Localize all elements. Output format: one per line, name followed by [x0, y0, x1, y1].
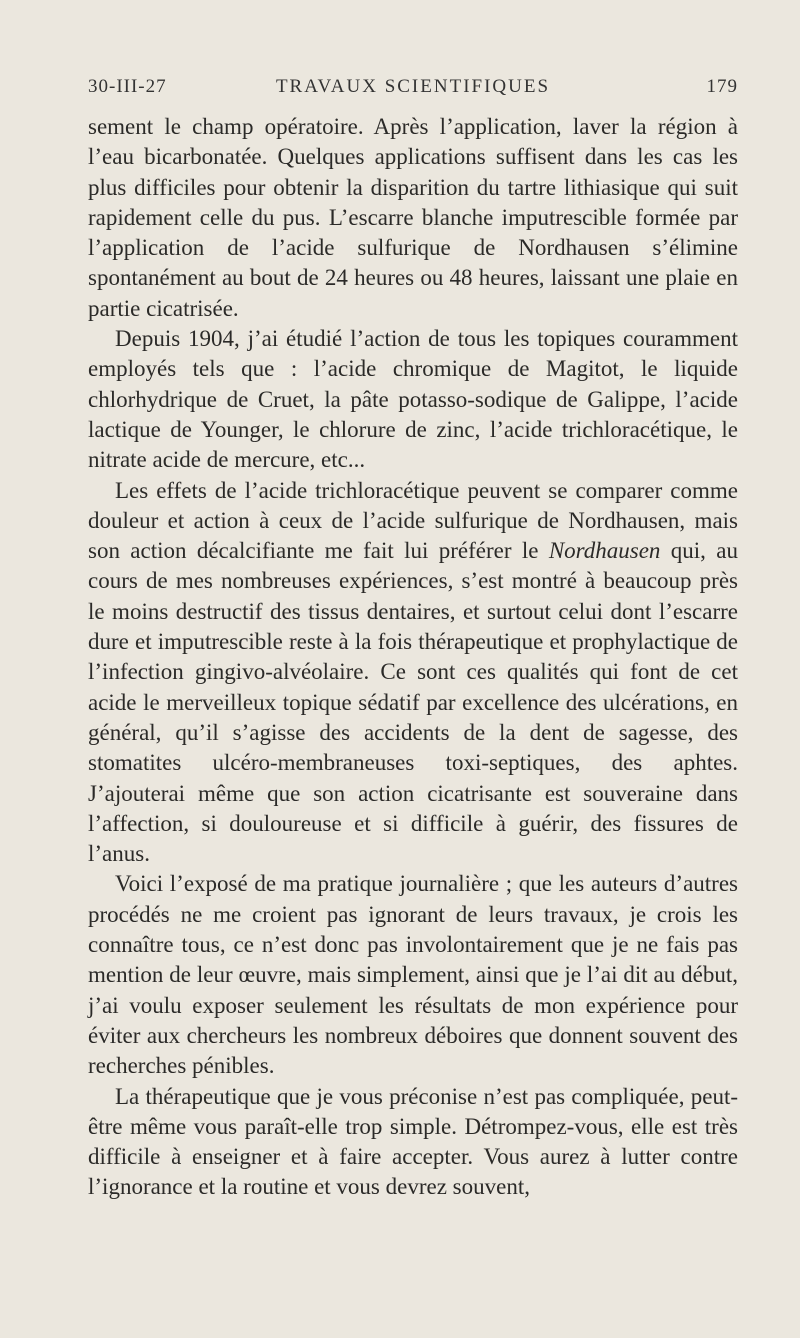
paragraph-1: sement le champ opératoire. Après l’application, laver la région à l’eau bicarbonatée. Quelques applications suffisent dans les cas les plus difficiles pour obtenir la disparition du tartre lithiasique qui suit rapidement celle du pus. L’escarre blanche imputrescible formée par l’application de l’acide sulfurique de Nordhausen s’élimine spontanément au bout de 24 heures ou 48 heures, laissant une plaie en partie cicatrisée. — [88, 114, 738, 321]
body-text — [88, 112, 738, 1203]
paragraph-4: Voici l’exposé de ma pratique journalière ; que les auteurs d’autres procédés ne me croient pas ignorant de leurs travaux, je crois les connaître tous, ce n’est donc pas involontairement que je ne fais pas mention de leur œuvre, mais simplement, ainsi que je l’ai dit au début, j’ai voulu exposer seulement les résultats de mon expérience pour éviter aux chercheurs les nombreux déboires que donnent souvent des recherches pénibles. — [88, 871, 738, 1079]
header-date: 30-III-27 — [88, 76, 167, 97]
paragraph-5: La thérapeutique que je vous préconise n’est pas compliquée, peut-être même vous paraît-elle trop simple. Détrompez-vous, elle est très difficile à enseigner et à faire accepter. Vous aurez à lutter contre l’ignorance et la routine et vous devrez souvent, — [88, 1083, 738, 1200]
running-header — [88, 76, 738, 104]
italic-term: Nordhausen — [548, 538, 661, 564]
header-running-title: TRAVAUX SCIENTIFIQUES — [275, 76, 551, 97]
header-page-number: 179 — [706, 76, 738, 97]
paragraph-3: Les effets de l’acide trichloracétique peuvent se comparer comme douleur et action à ceux de l’acide sulfurique de Nordhausen, mais son action décalcifiante me fait lui préférer le Nordhausen qui, au cours de mes nombreuses expériences, s’est montré à beaucoup près le moins destructif des tissus dentaires, et surtout celui dont l’escarre dure et imputrescible reste à la fois thérapeutique et prophylactique de l’infection gingivo-alvéolaire. Ce sont ces qualités qui font de cet acide le merveilleux topique sédatif par excellence des ulcérations, en général, qu’il s’agisse des accidents de la dent de sagesse, des stomatites ulcéro-membraneuses toxi-septiques, des aphtes. J’ajouterai même que son action cicatrisante est souveraine dans l’affection, si douloureuse et si difficile à guérir, des fissures de l’anus. — [88, 477, 738, 867]
paragraph-2: Depuis 1904, j’ai étudié l’action de tous les topiques couramment employés tels que : l’acide chromique de Magitot, le liquide chlorhydrique de Cruet, la pâte potasso-sodique de Galippe, l’acide lactique de Younger, le chlorure de zinc, l’acide trichloracétique, le nitrate acide de mercure, etc... — [88, 326, 738, 473]
